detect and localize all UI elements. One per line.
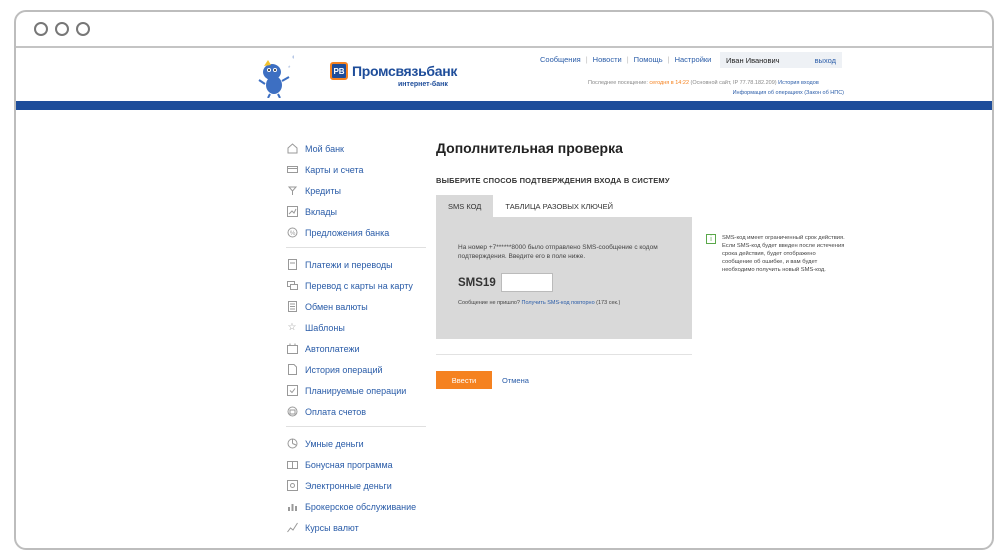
last-visit-details: (Основной сайт, IP 77.78.182.209): [690, 80, 777, 86]
home-icon: [286, 143, 298, 155]
header-bar: [16, 101, 992, 110]
separator: |: [667, 55, 670, 64]
tab-key-table[interactable]: ТАБЛИЦА РАЗОВЫХ КЛЮЧЕЙ: [505, 201, 614, 211]
sidebar-item-autopay[interactable]: [286, 338, 426, 359]
logo-subtitle: интернет-банк: [398, 81, 448, 88]
planned-icon: [286, 385, 298, 397]
user-box: [720, 52, 842, 68]
sidebar-item-credits[interactable]: [286, 180, 426, 201]
transfer-icon: [286, 280, 298, 292]
sidebar-item-bonus[interactable]: [286, 454, 426, 475]
separator: |: [626, 55, 629, 64]
last-visit-label: Последнее посещение:: [588, 80, 648, 86]
sidebar-item-label: Электронные деньги: [305, 480, 392, 491]
submit-button[interactable]: Ввести: [436, 371, 492, 389]
history-icon: [286, 364, 298, 376]
last-visit-value: сегодня в 14:22: [649, 80, 690, 86]
card-icon: [286, 164, 298, 176]
no-message-text: Сообщение не пришло?: [458, 300, 520, 306]
topnav-messages[interactable]: Сообщения: [540, 55, 581, 64]
svg-text:*: *: [288, 66, 291, 72]
chart-pie-icon: [286, 438, 298, 450]
exchange-icon: [286, 301, 298, 313]
star-icon: ☆: [287, 322, 297, 333]
sidebar-item-bills[interactable]: [286, 401, 426, 422]
sms-sent-message: На номер +7******8000 было отправлено SMS-сообщение с кодом подтверждения. Введите его в поле ниже.: [458, 244, 658, 260]
sidebar-item-label: Перевод с карты на карту: [305, 280, 413, 291]
sidebar-item-label: Карты и счета: [305, 164, 364, 175]
sidebar-item-label: Кредиты: [305, 185, 341, 196]
sidebar-item-label: Умные деньги: [305, 438, 364, 449]
sidebar-item-label: История операций: [305, 364, 383, 375]
sidebar-item-emoney[interactable]: [286, 475, 426, 496]
bank-logo[interactable]: [330, 62, 457, 80]
bank-site: [16, 50, 992, 550]
sidebar-item-smart-money[interactable]: [286, 433, 426, 454]
deposit-icon: [286, 206, 298, 218]
sidebar-item-label: Вклады: [305, 206, 338, 217]
sidebar-item-label: Автоплатежи: [305, 343, 360, 354]
sidebar-item-card-transfer[interactable]: [286, 275, 426, 296]
sms-panel: [436, 217, 692, 339]
sms-code-input[interactable]: [501, 273, 553, 292]
sidebar-item-history[interactable]: [286, 359, 426, 380]
logo-mark-icon: PB: [330, 62, 348, 80]
sidebar-item-label: Планируемые операции: [305, 385, 407, 396]
resend-code-link[interactable]: Получить SMS-код повторно: [521, 300, 595, 306]
sidebar-divider: [286, 426, 426, 427]
topnav-help[interactable]: Помощь: [633, 55, 663, 64]
sidebar-item-deposits[interactable]: [286, 201, 426, 222]
sidebar-item-cards[interactable]: [286, 159, 426, 180]
verification-tabs: [436, 195, 916, 217]
trend-icon: [286, 522, 298, 534]
logo-text: Промсвязьбанк: [352, 63, 458, 79]
topnav-settings[interactable]: Настройки: [674, 55, 712, 64]
login-history-link[interactable]: История входов: [778, 80, 819, 86]
operations-info-link[interactable]: Информация об операциях (Закон об НПС): [732, 90, 844, 96]
bar-chart-icon: [286, 501, 298, 513]
sidebar-item-label: Курсы валют: [305, 522, 359, 533]
sidebar-item-planned[interactable]: [286, 380, 426, 401]
user-name[interactable]: Иван Иванович: [726, 55, 780, 65]
logout-link[interactable]: выход: [814, 55, 836, 65]
offer-icon: [286, 227, 298, 239]
sidebar: [286, 138, 426, 538]
sidebar-item-label: Бонусная программа: [305, 459, 393, 470]
payment-icon: [286, 259, 298, 271]
cancel-link[interactable]: Отмена: [502, 375, 529, 385]
top-navigation: [540, 55, 711, 64]
sidebar-item-label: Брокерское обслуживание: [305, 501, 417, 512]
site-header: [16, 50, 992, 102]
no-message-row: [458, 300, 670, 306]
window-titlebar: [16, 12, 992, 48]
sidebar-item-label: Мой банк: [305, 143, 344, 154]
form-actions: [436, 371, 916, 389]
sidebar-divider: [286, 247, 426, 248]
bill-icon: [286, 406, 298, 418]
sidebar-item-label: Платежи и переводы: [305, 259, 393, 270]
sidebar-item-exchange[interactable]: [286, 296, 426, 317]
emoney-icon: [286, 480, 298, 492]
sidebar-item-templates[interactable]: [286, 317, 426, 338]
svg-text:%: %: [289, 231, 295, 237]
sidebar-item-label: Обмен валюты: [305, 301, 368, 312]
autopay-icon: [286, 343, 298, 355]
info-icon: i: [706, 234, 716, 244]
code-row: [458, 273, 670, 292]
sidebar-item-brokerage[interactable]: [286, 496, 426, 517]
info-text: SMS-код имеет ограниченный срок действия. Если SMS-код будет введен после истечения срока действия, будет отображено сообщение об ошибке, и вам будет необходимо получить новый SMS-код.: [722, 235, 845, 273]
window-control-icon[interactable]: [34, 22, 48, 36]
credit-icon: [286, 185, 298, 197]
topnav-news[interactable]: Новости: [592, 55, 622, 64]
window-control-icon[interactable]: [76, 22, 90, 36]
mascot-icon: [250, 54, 294, 98]
sidebar-item-label: Оплата счетов: [305, 406, 367, 417]
sidebar-item-label: Предложения банка: [305, 227, 390, 238]
resend-timer: (173 сек.): [596, 300, 621, 306]
tab-sms-code[interactable]: SMS КОД: [436, 195, 493, 217]
section-subtitle: ВЫБЕРИТЕ СПОСОБ ПОДТВЕРЖДЕНИЯ ВХОДА В СИСТЕМУ: [436, 176, 670, 185]
last-visit-info: [588, 80, 819, 86]
window-control-icon[interactable]: [55, 22, 69, 36]
sidebar-item-payments[interactable]: [286, 254, 426, 275]
info-note: [706, 234, 846, 274]
code-label: SMS19: [458, 276, 496, 289]
sidebar-item-offers[interactable]: [286, 222, 426, 243]
sidebar-item-rates[interactable]: [286, 517, 426, 538]
browser-window: [14, 10, 994, 550]
bonus-icon: [286, 459, 298, 471]
divider: [436, 354, 692, 355]
sidebar-item-my-bank[interactable]: [286, 138, 426, 159]
page-title: Дополнительная проверка: [436, 140, 623, 156]
sidebar-item-label: Шаблоны: [305, 322, 345, 333]
separator: |: [585, 55, 588, 64]
